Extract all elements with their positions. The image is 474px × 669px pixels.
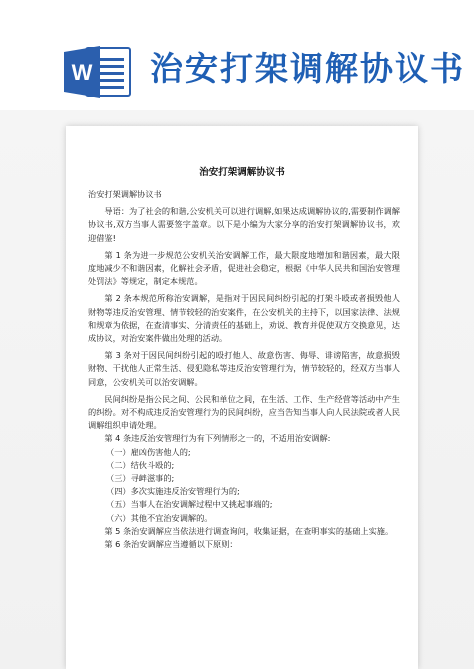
doc-subtitle: 治安打架调解协议书 [88, 189, 162, 199]
banner-title: 治安打架调解协议书 [150, 49, 465, 88]
microsoft-word-icon [64, 44, 134, 100]
document-body [88, 188, 400, 551]
doc-paragraph-article-3: 第 3 条对于因民间纠纷引起的殴打他人、故意伤害、侮辱、诽谤陷害，故意损毁财物、干扰他人正常生活、侵犯隐私等违反治安管理行为，情节较轻的，经双方当事人同意，公安机关可以治安调解。 [88, 350, 400, 387]
doc-paragraph-intro: 导语：为了社会的和谐,公安机关可以进行调解,如果达成调解协议的,需要制作调解协议书,双方当事人需要签字盖章。以下是小编为大家分享的治安打架调解协议书，欢迎借鉴! [88, 206, 400, 243]
word-letter: W [71, 60, 93, 85]
doc-paragraph-article-6: 第 6 条治安调解应当遵循以下原则： [104, 539, 238, 550]
doc-list-item: （五）当事人在治安调解过程中又挑起事端的; [106, 499, 273, 510]
doc-list-item: （一）雇凶伤害他人的; [106, 446, 191, 457]
doc-paragraph-article-2: 第 2 条本规范所称治安调解，是指对于因民间纠纷引起的打架斗殴或者损毁他人财物等违反治安管理、情节较轻的治安案件，在公安机关的主持下，以国家法律、法规和规章为依据，在查清事实、分清责任的基础上，劝说、教育并促使双方交换意见，达成协议，对治安案件做出处理的活动。 [88, 293, 400, 344]
doc-list-item: （二）结伙斗殴的; [106, 459, 175, 470]
doc-list-item: （六）其他不宜治安调解的。 [106, 512, 213, 523]
document-title: 治安打架调解协议书 [199, 167, 285, 178]
document-page [66, 126, 418, 669]
doc-list-item: （四）多次实施违反治安管理行为的; [106, 486, 240, 497]
doc-paragraph-article-1: 第 1 条为进一步规范公安机关治安调解工作，最大限度地增加和谐因素，最大限度地减少不和谐因素，化解社会矛盾，促进社会稳定，根据《中华人民共和国治安管理处罚法》等规定，制定本规范。 [88, 249, 400, 287]
doc-paragraph-article-4: 第 4 条违反治安管理行为有下列情形之一的，不适用治安调解: [104, 433, 331, 444]
doc-list-item: （三）寻衅滋事的; [106, 473, 175, 484]
header-banner [0, 0, 474, 110]
doc-paragraph-article-5: 第 5 条治安调解应当依法进行调查询问，收集证据，在查明事实的基础上实施。 [104, 525, 394, 536]
doc-paragraph-civil-dispute: 民间纠纷是指公民之间、公民和单位之间，在生活、工作、生产经营等活动中产生的纠纷。对不构成违反治安管理行为的民间纠纷，应当告知当事人向人民法院或者人民调解组织申请处理。 [88, 393, 400, 431]
